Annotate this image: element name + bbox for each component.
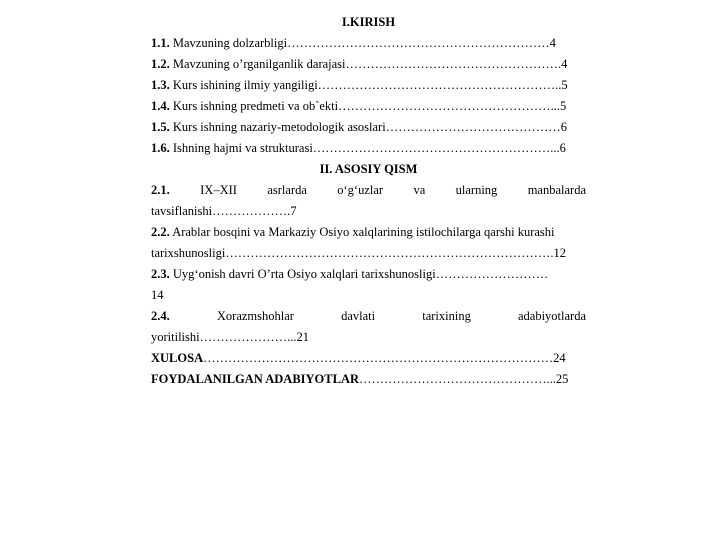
entry-number: 2.2. bbox=[151, 225, 170, 239]
page-number: 12 bbox=[553, 246, 566, 260]
section-heading-asosiy-qism: II. ASOSIY QISM bbox=[319, 162, 418, 176]
dot-leader: ……………………… bbox=[435, 267, 549, 281]
toc-entry-1-1 bbox=[151, 33, 586, 54]
toc-entry-2-2-line1 bbox=[151, 222, 586, 243]
dot-leader: …………………... bbox=[199, 330, 297, 344]
dot-leader: ………………………………………………………………………… bbox=[203, 351, 554, 365]
entry-title: Uyg‘onish davri O’rta Osiyo xalqlari tarixshunosligi bbox=[172, 267, 436, 281]
entry-title-continued: yoritilishi bbox=[151, 330, 200, 344]
entry-title: Mavzuning o’rganilganlik darajasi bbox=[172, 57, 346, 71]
toc-entry-2-3-line2 bbox=[151, 285, 586, 306]
dot-leader: ……………………………………………………………………. bbox=[225, 246, 554, 260]
toc-entry-2-1-line2 bbox=[151, 201, 586, 222]
dot-leader: ………………. bbox=[212, 204, 291, 218]
entry-number: 2.3. bbox=[151, 267, 170, 281]
entry-title: Arablar bosqini va Markaziy Osiyo xalqlarining istilochilarga qarshi kurashi bbox=[172, 225, 555, 239]
entry-title: Kurs ishning predmeti va ob`ekti bbox=[172, 99, 339, 113]
page-number: 25 bbox=[555, 372, 569, 386]
page-number: 5 bbox=[561, 78, 568, 92]
dot-leader: …………………………………………………... bbox=[312, 141, 560, 155]
page-number: 21 bbox=[296, 330, 309, 344]
dot-leader: ………………………………………... bbox=[359, 372, 556, 386]
entry-number: 2.4. bbox=[151, 309, 170, 323]
toc-entry-2-4-line2 bbox=[151, 327, 586, 348]
entry-number: 1.1. bbox=[151, 36, 170, 50]
toc-entry-1-6 bbox=[151, 138, 586, 159]
toc-entry-references bbox=[151, 369, 586, 390]
toc-entry-1-2 bbox=[151, 54, 586, 75]
page-number: 5 bbox=[560, 99, 567, 113]
page-number: 6 bbox=[559, 141, 566, 155]
toc-entry-2-2-line2 bbox=[151, 243, 586, 264]
toc-entry-1-3 bbox=[151, 75, 586, 96]
dot-leader: ……………………………………………………… bbox=[287, 36, 550, 50]
entry-title: Kurs ishining ilmiy yangiligi bbox=[172, 78, 318, 92]
toc-entry-xulosa bbox=[151, 348, 586, 369]
entry-title: XULOSA bbox=[151, 351, 204, 365]
page-number: 6 bbox=[560, 120, 567, 134]
entry-title: Xorazmshohlar davlati tarixining adabiyotlarda bbox=[216, 309, 586, 323]
entry-number: 1.5. bbox=[151, 120, 170, 134]
entry-number: 1.2. bbox=[151, 57, 170, 71]
dot-leader: …………………………………… bbox=[385, 120, 561, 134]
entry-title: FOYDALANILGAN ADABIYOTLAR bbox=[151, 372, 360, 386]
page-number: 4 bbox=[561, 57, 568, 71]
entry-number: 2.1. bbox=[151, 183, 170, 197]
entry-title: IX–XII asrlarda o‘g‘uzlar va ularning manbalarda bbox=[200, 183, 586, 197]
entry-number: 1.4. bbox=[151, 99, 170, 113]
page-number: 7 bbox=[290, 204, 297, 218]
dot-leader: ………………………………………………….. bbox=[317, 78, 562, 92]
page-number: 14 bbox=[151, 288, 164, 302]
entry-number: 1.3. bbox=[151, 78, 170, 92]
entry-title-continued: tarixshunosligi bbox=[151, 246, 226, 260]
toc-entry-2-1-line1 bbox=[151, 180, 586, 201]
entry-title: Mavzuning dolzarbligi bbox=[172, 36, 288, 50]
toc-entry-2-3-line1 bbox=[151, 264, 586, 285]
dot-leader: ……………………………………………. bbox=[345, 57, 562, 71]
dot-leader: ……………………………………………... bbox=[338, 99, 560, 113]
page-number: 24 bbox=[553, 351, 566, 365]
toc-entry-2-4-line1 bbox=[151, 306, 586, 327]
page-number: 4 bbox=[549, 36, 556, 50]
entry-title-continued: tavsiflanishi bbox=[151, 204, 213, 218]
toc-entry-1-5 bbox=[151, 117, 586, 138]
entry-number: 1.6. bbox=[151, 141, 170, 155]
toc-entry-1-4 bbox=[151, 96, 586, 117]
section-heading-kirish: I.KIRISH bbox=[341, 15, 396, 29]
entry-title: Kurs ishning nazariy-metodologik asoslari bbox=[172, 120, 386, 134]
entry-title: Ishning hajmi va strukturasi bbox=[172, 141, 313, 155]
